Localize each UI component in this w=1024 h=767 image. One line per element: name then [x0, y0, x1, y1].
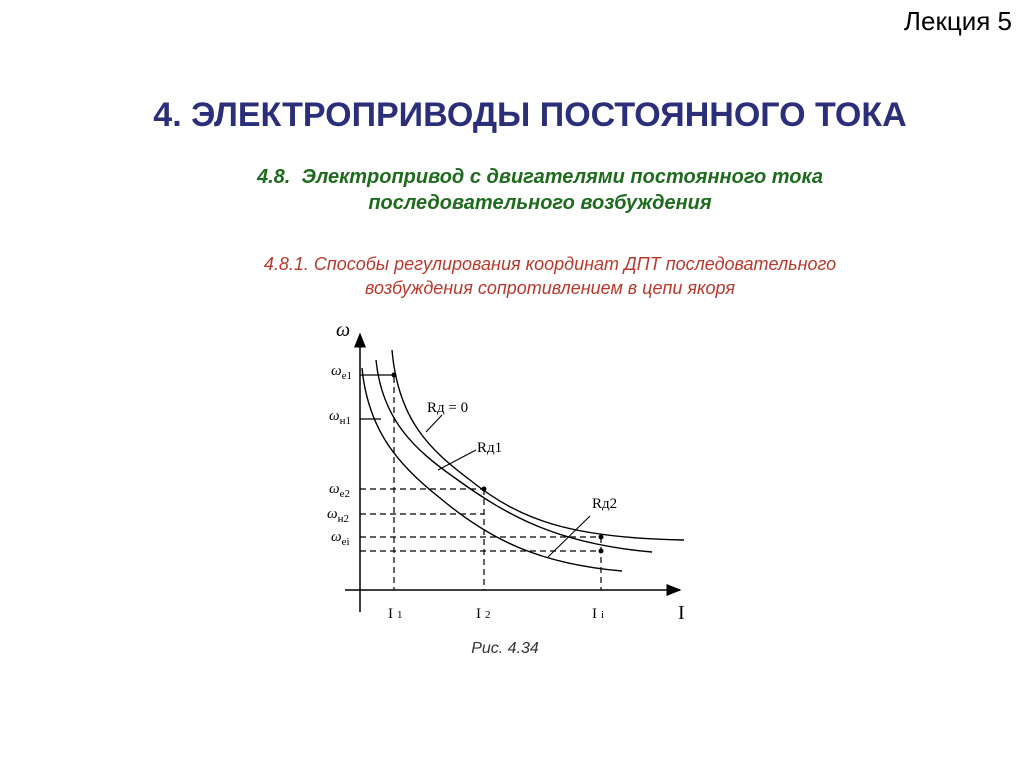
y-tick-wei: [331, 529, 350, 548]
y-tick-we1: [331, 363, 352, 382]
subsection-line2: возбуждения сопротивлением в цепи якоря: [365, 278, 735, 298]
y-tick-we1-sub: e1: [341, 370, 352, 382]
section-title-line2: последовательного возбуждения: [368, 192, 712, 214]
label-rd0: Rд = 0: [427, 400, 469, 416]
label-rd2: Rд2: [592, 496, 618, 512]
x-tick-i2-sub: 2: [485, 609, 491, 621]
figure-caption: Рис. 4.34: [471, 640, 539, 657]
x-tick-i1-sym: I: [388, 606, 393, 622]
point-e1: [392, 373, 397, 378]
point-e2: [482, 487, 487, 492]
subsection-line1: 4.8.1. Способы регулирования координат ДПТ последовательного: [263, 254, 837, 274]
y-tick-we2: [329, 481, 350, 500]
y-tick-wn2: [327, 506, 349, 525]
point-ei: [599, 535, 604, 540]
y-tick-we2-sub: e2: [339, 488, 350, 500]
slide-title: 4. ЭЛЕКТРОПРИВОДЫ ПОСТОЯННОГО ТОКА: [153, 96, 907, 134]
y-tick-wei-sub: ei: [341, 536, 350, 548]
label-rd1: Rд1: [477, 440, 503, 456]
lecture-label: Лекция 5: [903, 6, 1012, 36]
x-tick-i1-sub: 1: [397, 609, 403, 621]
rd0-leader: [426, 415, 442, 432]
y-tick-wn2-sym: ω: [327, 506, 338, 522]
x-tick-ii-sym: I: [592, 606, 597, 622]
y-tick-wn1-sub: н1: [339, 415, 351, 427]
point-ni: [599, 549, 604, 554]
y-tick-wei-sym: ω: [331, 529, 342, 545]
x-axis-label: I: [678, 602, 685, 624]
section-number: 4.8.: [256, 166, 291, 188]
y-tick-we1-sym: ω: [331, 363, 342, 379]
x-tick-ii-sub: i: [601, 609, 605, 621]
curve-rd1: [376, 360, 652, 552]
rd1-leader: [438, 450, 476, 470]
x-tick-ii: [592, 606, 604, 622]
x-tick-i2-sym: I: [476, 606, 481, 622]
y-tick-wn1: [329, 408, 351, 427]
y-axis-label: ω: [336, 319, 351, 341]
curve-rd0: [392, 350, 684, 540]
y-tick-wn1-sym: ω: [329, 408, 340, 424]
x-tick-i2: [476, 606, 491, 622]
y-tick-wn2-sub: н2: [337, 513, 349, 525]
x-tick-i1: [388, 606, 403, 622]
y-tick-we2-sym: ω: [329, 481, 340, 497]
section-title-line1: Электропривод с двигателями постоянного тока: [301, 166, 824, 188]
